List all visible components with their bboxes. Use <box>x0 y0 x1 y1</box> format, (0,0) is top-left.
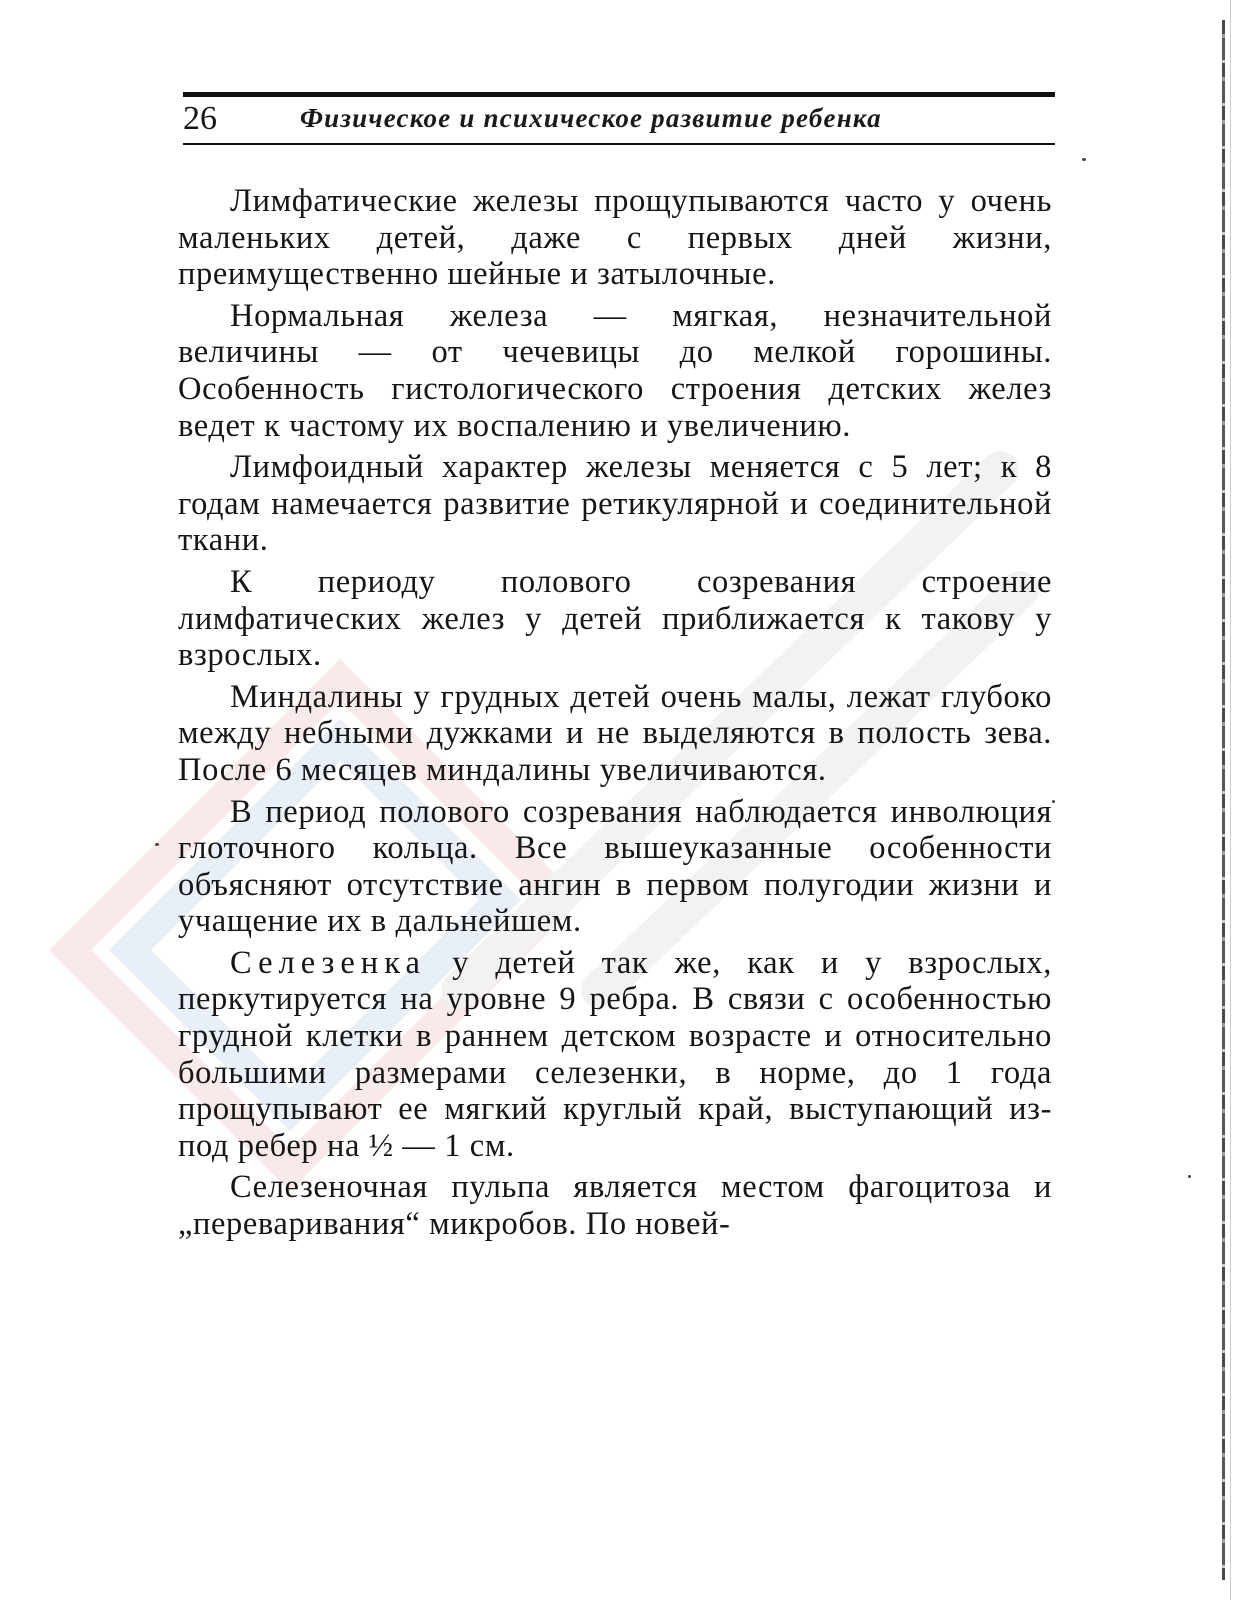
paragraph: Нормальная железа — мягкая, незначительной величины — от чечевицы до мелкой горошины. Особенность гистологического строения детских желез ведет к частому их воспалению и увеличению. <box>178 297 1052 444</box>
paragraph: К периоду полового созревания строение лимфатических желез у детей приближается к такову у взрослых. <box>178 563 1052 674</box>
scan-speck <box>1052 800 1055 803</box>
scan-speck <box>1188 1175 1191 1178</box>
running-title: Физическое и психическое развитие ребенка <box>300 103 882 133</box>
paragraph: Лимфатические железы прощупываются часто у очень маленьких детей, даже с первых дней жизни, преимущественно шейные и затылочные. <box>178 183 1052 293</box>
paragraph: Селезеночная пульпа является местом фагоцитоза и „переваривания“ микробов. По новей- <box>178 1169 1052 1243</box>
paragraph: Лимфоидный характер железы меняется с 5 лет; к 8 годам намечается развитие ретикулярной и соединительной ткани. <box>178 449 1052 559</box>
scan-speck <box>155 843 159 846</box>
header-top-rule <box>183 92 1055 97</box>
running-header <box>183 92 1055 146</box>
page-edge-line <box>1230 0 1231 1600</box>
page-number: 26 <box>183 100 217 137</box>
spaced-term: Селезенка <box>230 944 426 981</box>
page-binding-edge <box>1222 20 1225 1580</box>
paragraph: В период полового созревания наблюдается инволюция глоточного кольца. Все вышеуказанные особенности объясняют отсутствие ангин в первом полугодии жизни и учащение их в дальнейшем. <box>178 793 1052 940</box>
header-bottom-rule <box>183 143 1055 145</box>
scan-speck <box>1082 158 1086 161</box>
paragraph <box>178 945 1052 1165</box>
body-text <box>178 183 1052 1243</box>
paragraph-rest: у детей так же, как и у взрослых, перкутируется на уровне 9 ребра. В связи с особенностью грудной клетки в раннем детском возрасте и относительно большими размерами селезенки, в норме, до 1 года прощупывают ее мягкий круглый край, выступающий из-под ребер на ½ — 1 см. <box>178 944 1052 1164</box>
paragraph: Миндалины у грудных детей очень малы, лежат глубоко между небными дужками и не выделяются в полость зева. После 6 месяцев миндалины увеличиваются. <box>178 678 1052 788</box>
